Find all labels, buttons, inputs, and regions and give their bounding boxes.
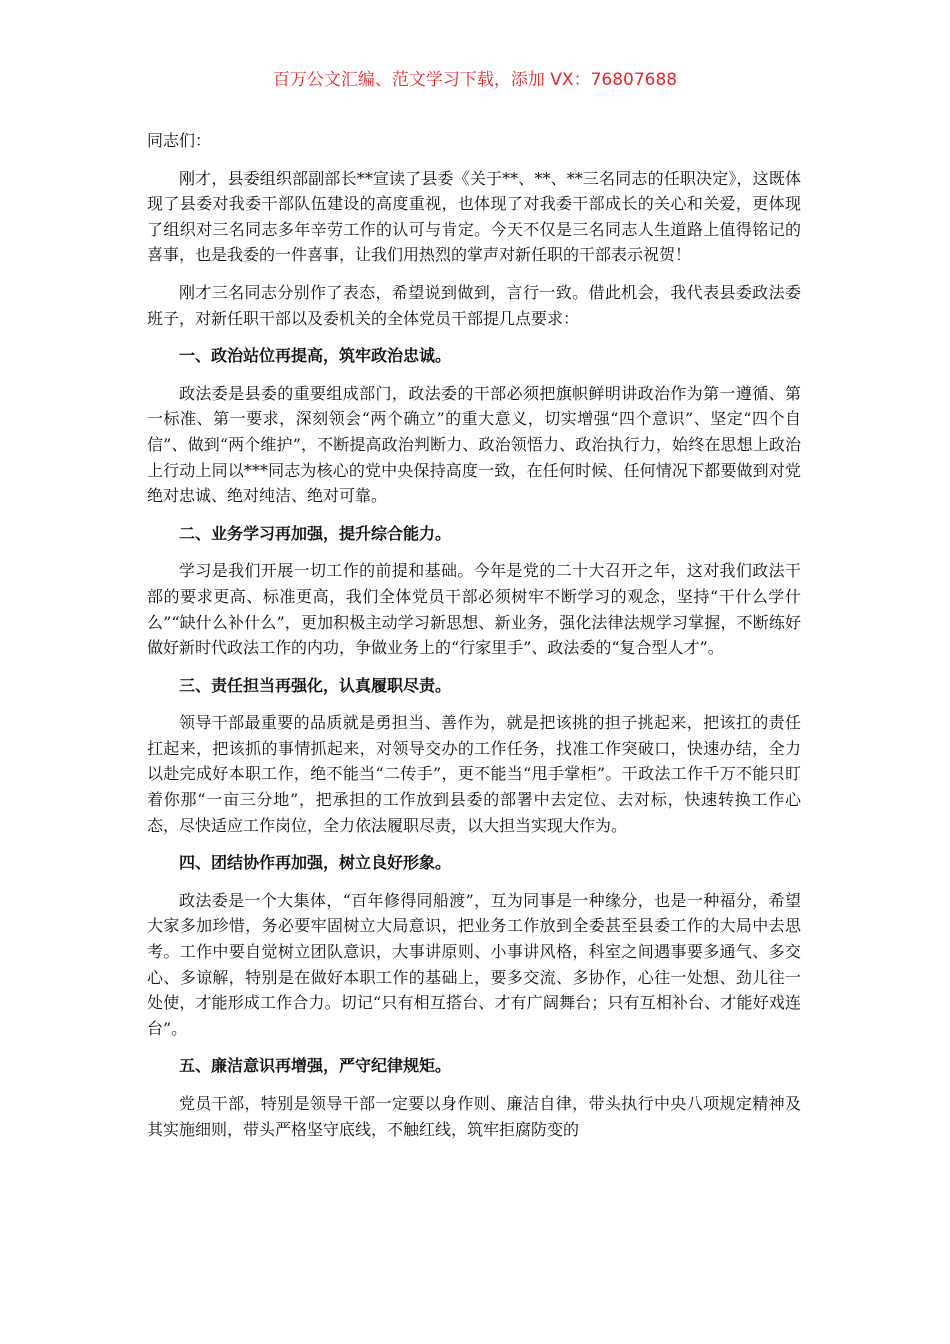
intro-paragraph-2: 刚才三名同志分别作了表态，希望说到做到，言行一致。借此机会，我代表县委政法委班子，对新任职干部以及委机关的全体党员干部提几点要求： (147, 282, 801, 328)
promo-banner: 百万公文汇编、范文学习下载，添加 VX：76807688 (272, 70, 678, 90)
section-body-2: 学习是我们开展一切工作的前提和基础。今年是党的二十大召开之年，这对我们政法干部的要求更高、标准更高，我们全体党员干部必须树牢不断学习的观念，坚持“干什么学什么”“缺什么补什么”，更加积极主动学习新思想、新业务，强化法律法规学习掌握，不断练好做好新时代政法工作的内功，争做业务上的“行家里手”、政法委的“复合型人才”。 (147, 561, 801, 658)
section-heading-4: 四、团结协作再加强，树立良好形象。 (179, 853, 452, 873)
intro-paragraph-1: 刚才，县委组织部副部长**宣读了县委《关于**、**、**三名同志的任职决定》，这既体现了县委对我委干部队伍建设的高度重视，也体现了对我委干部成长的关心和关爱，更体现了组织对三名同志多年辛劳工作的认可与肯定。今天不仅是三名同志人生道路上值得铭记的喜事，也是我委的一件喜事，让我们用热烈的掌声对新任职的干部表示祝贺！ (147, 168, 801, 265)
section-body-1: 政法委是县委的重要组成部门，政法委的干部必须把旗帜鲜明讲政治作为第一遵循、第一标准、第一要求，深刻领会“两个确立”的重大意义，切实增强“四个意识”、坚定“四个自信”、做到“两个维护”，不断提高政治判断力、政治领悟力、政治执行力，始终在思想上政治上行动上同以***同志为核心的党中央保持高度一致，在任何时候、任何情况下都要做到对党绝对忠诚、绝对纯洁、绝对可靠。 (147, 383, 801, 506)
section-heading-2: 二、业务学习再加强，提升综合能力。 (179, 523, 452, 543)
section-body-5: 党员干部，特别是领导干部一定要以身作则、廉洁自律，带头执行中央八项规定精神及其实施细则，带头严格坚守底线，不触红线，筑牢拒腐防变的 (147, 1094, 801, 1139)
section-body-3: 领导干部最重要的品质就是勇担当、善作为，就是把该挑的担子挑起来，把该扛的责任扛起来，把该抓的事情抓起来，对领导交办的工作任务，找准工作突破口，快速办结，全力以赴完成好本职工作，绝不能当“二传手”，更不能当“甩手掌柜”。干政法工作千万不能只盯着你那“一亩三分地”，把承担的工作放到县委的部署中去定位、去对标，快速转换工作心态，尽快适应工作岗位，全力依法履职尽责，以大担当实现大作为。 (147, 713, 801, 835)
section-heading-1: 一、政治站位再提高，筑牢政治忠诚。 (179, 346, 452, 366)
document-body (147, 128, 801, 1154)
section-heading-3: 三、责任担当再强化，认真履职尽责。 (179, 675, 452, 695)
salutation: 同志们： (147, 131, 212, 150)
section-heading-5: 五、廉洁意识再增强，严守纪律规矩。 (179, 1056, 452, 1076)
section-body-4: 政法委是一个大集体，“百年修得同船渡”，互为同事是一种缘分，也是一种福分，希望大家多加珍惜，务必要牢固树立大局意识，把业务工作放到全委甚至县委工作的大局中去思考。工作中要自觉树立团队意识，大事讲原则、小事讲风格，科室之间遇事要多通气、多交心、多谅解，特别是在做好本职工作的基础上，要多交流、多协作，心往一处想、劲儿往一处使，才能形成工作合力。切记“只有相互搭台、才有广阔舞台；只有互相补台、才能好戏连台”。 (147, 890, 801, 1038)
